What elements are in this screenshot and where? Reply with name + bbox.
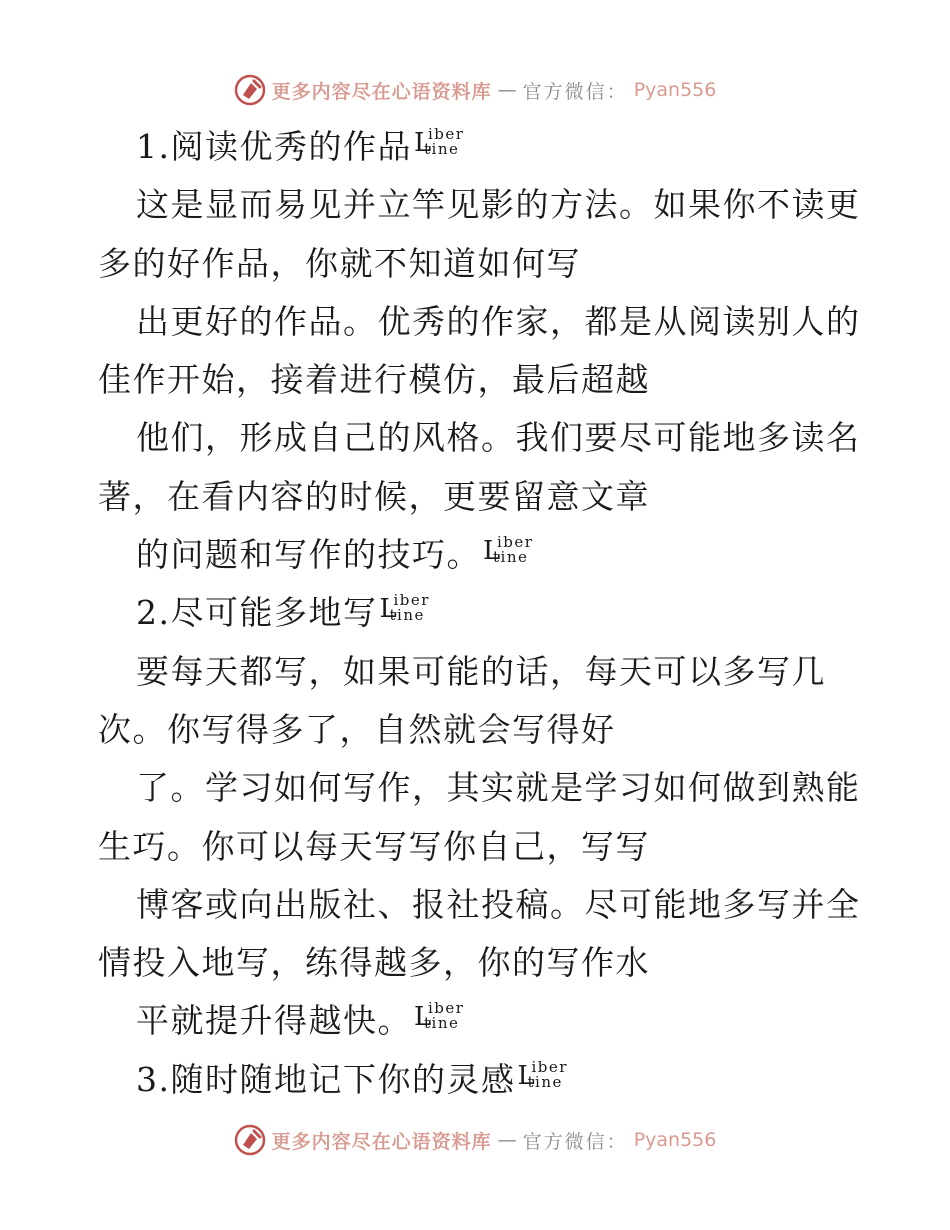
text-line <box>98 293 861 351</box>
text-line <box>98 1051 858 1109</box>
footer-watermark <box>0 1120 950 1160</box>
text-line <box>98 176 861 234</box>
liberation-mark-sup: iber <box>428 125 465 143</box>
text-line <box>98 235 858 293</box>
watermark-account: Pyan556 <box>633 79 717 101</box>
document-body <box>98 118 861 1109</box>
text-line <box>98 934 858 992</box>
watermark-brand: 更多内容尽在心语资料库 <box>271 1130 492 1153</box>
watermark-dash: — <box>497 1129 517 1151</box>
line-text: 多的好作品，你就不知道如何写 <box>98 243 581 283</box>
line-text: 佳作开始，接着进行模仿，最后超越 <box>98 360 650 400</box>
text-line <box>98 818 858 876</box>
liberation-mark-big: L <box>517 1060 537 1091</box>
liberation-mark <box>414 125 465 166</box>
text-line <box>98 409 861 467</box>
text-line <box>98 759 861 817</box>
text-line <box>98 351 858 409</box>
watermark-account: Pyan556 <box>633 1129 717 1151</box>
liberation-mark-sub: tine <box>527 1072 563 1091</box>
liberation-mark-big: L <box>483 536 502 567</box>
watermark-brand: 更多内容尽在心语资料库 <box>271 80 492 103</box>
brand-logo-icon <box>234 74 266 106</box>
line-text: 的问题和写作的技巧。 <box>136 535 481 575</box>
liberation-mark-sup: iber <box>428 999 465 1018</box>
line-text: 出更好的作品。优秀的作家，都是从阅读别人的 <box>136 301 861 341</box>
line-text: 这是显而易见并立竿见影的方法。如果你不读更 <box>136 185 861 225</box>
text-line <box>98 992 858 1050</box>
liberation-mark-sub: tine <box>424 140 460 158</box>
line-text: 生巧。你可以每天写写你自己，写写 <box>98 826 650 866</box>
liberation-mark <box>414 999 465 1040</box>
liberation-mark-sub: tine <box>493 548 529 567</box>
liberation-mark-sup: iber <box>531 1057 568 1076</box>
text-line <box>98 643 858 701</box>
watermark-label: 官方微信： <box>522 1130 628 1153</box>
line-text: 他们，形成自己的风格。我们要尽可能地多读名 <box>136 418 861 458</box>
text-line <box>98 526 858 584</box>
line-text: 平就提升得越快。 <box>136 1001 412 1041</box>
line-text: 1.阅读优秀的作品 <box>136 127 412 166</box>
header-watermark <box>0 70 950 110</box>
liberation-mark-big: L <box>379 594 399 625</box>
line-text: 了。学习如何写作，其实就是学习如何做到熟能 <box>136 768 861 808</box>
liberation-mark-sub: tine <box>389 606 425 625</box>
line-text: 要每天都写，如果可能的话，每天可以多写几 <box>136 651 826 691</box>
text-line <box>98 876 861 934</box>
liberation-mark <box>517 1057 568 1099</box>
line-text: 2.尽可能多地写 <box>136 593 378 633</box>
liberation-mark-sup: iber <box>497 533 534 552</box>
line-text: 3.随时随地记下你的灵感 <box>136 1059 516 1099</box>
line-text: 博客或向出版社、报社投稿。尽可能地多写并全 <box>136 884 861 924</box>
liberation-mark-big: L <box>414 128 433 158</box>
text-line <box>98 584 858 642</box>
line-text: 情投入地写，练得越多，你的写作水 <box>98 943 650 983</box>
watermark-dash: — <box>497 79 517 101</box>
text-line <box>98 468 858 526</box>
liberation-mark-sub: tine <box>424 1014 460 1033</box>
liberation-mark-sup: iber <box>393 591 430 610</box>
liberation-mark <box>379 591 430 632</box>
brand-logo-icon <box>234 1124 266 1156</box>
text-line <box>98 118 858 176</box>
watermark-label: 官方微信： <box>522 80 628 103</box>
liberation-mark-big: L <box>414 1002 433 1033</box>
liberation-mark <box>483 533 534 574</box>
line-text: 著，在看内容的时候，更要留意文章 <box>98 476 650 516</box>
line-text: 次。你写得多了，自然就会写得好 <box>98 709 616 749</box>
text-line <box>98 701 858 759</box>
